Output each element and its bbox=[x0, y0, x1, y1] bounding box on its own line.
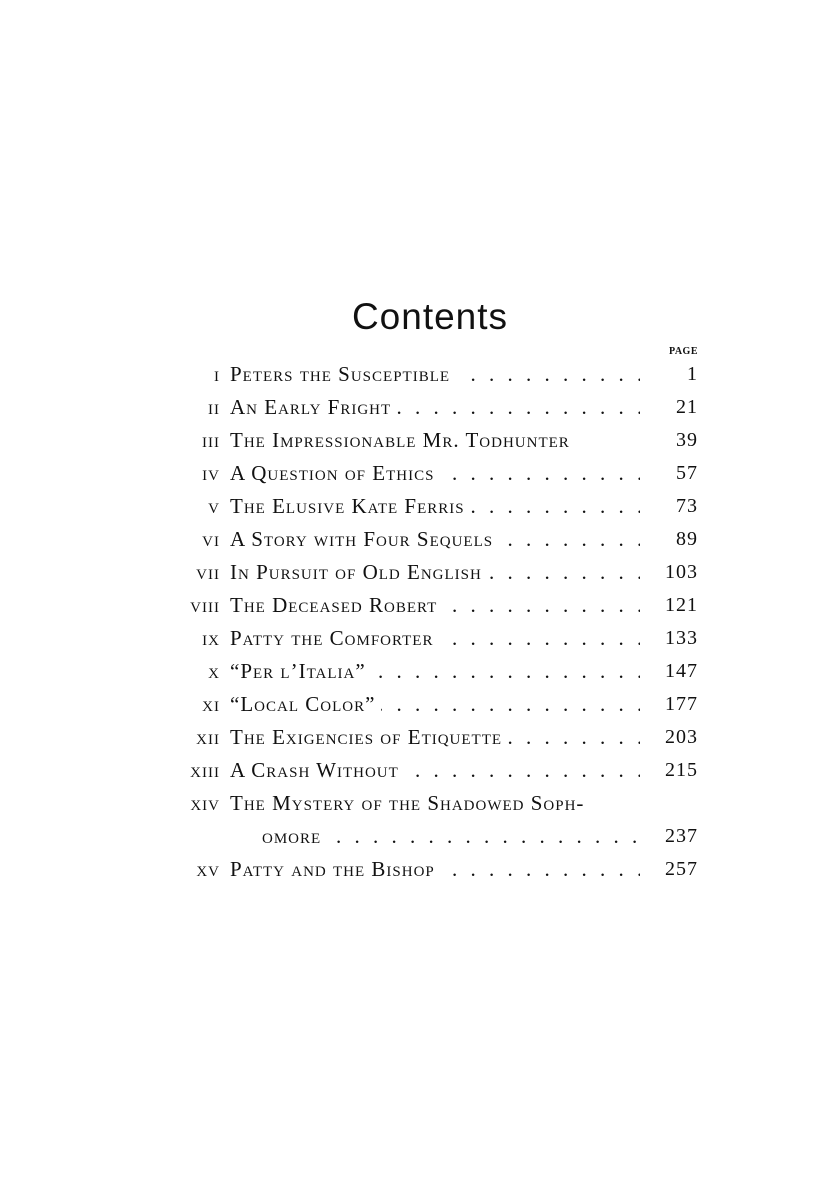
chapter-numeral: x bbox=[208, 659, 220, 683]
chapter-numeral: xiv bbox=[190, 791, 220, 815]
chapter-page: 177 bbox=[665, 693, 698, 715]
chapter-numeral: xi bbox=[202, 692, 220, 716]
chapter-title: The Impressionable Mr. Todhunter bbox=[230, 425, 640, 455]
chapter-page: 215 bbox=[665, 759, 698, 781]
chapter-numeral: xv bbox=[196, 857, 220, 881]
chapter-numeral: xiii bbox=[190, 758, 220, 782]
chapter-page: 1 bbox=[687, 363, 698, 385]
chapter-numeral: viii bbox=[190, 593, 220, 617]
chapter-page: 203 bbox=[665, 726, 698, 748]
toc-entry bbox=[0, 854, 840, 884]
toc-entry bbox=[0, 590, 840, 620]
chapter-title: “Per l’Italia” . . . bbox=[230, 656, 640, 686]
chapter-page: 257 bbox=[665, 858, 698, 880]
toc-entry bbox=[0, 755, 840, 785]
chapter-title: Patty the Comforter . . . bbox=[230, 623, 640, 653]
chapter-page: 73 bbox=[676, 495, 698, 517]
chapter-page: 121 bbox=[665, 594, 698, 616]
chapter-numeral: ii bbox=[208, 395, 220, 419]
chapter-title: The Mystery of the Shadowed Soph- bbox=[230, 788, 640, 818]
chapter-title: Patty and the Bishop . . . bbox=[230, 854, 640, 884]
chapter-numeral: vi bbox=[202, 527, 220, 551]
chapter-title: “Local Color” . . . bbox=[230, 689, 640, 719]
chapter-title: The Deceased Robert . . . bbox=[230, 590, 640, 620]
toc-entry bbox=[0, 656, 840, 686]
toc-entry bbox=[0, 689, 840, 719]
toc-entry bbox=[0, 722, 840, 752]
page-column-header: PAGE bbox=[668, 346, 698, 357]
toc-entry bbox=[0, 623, 840, 653]
chapter-title: A Story with Four Sequels . . . bbox=[230, 524, 640, 554]
chapter-numeral: v bbox=[208, 494, 220, 518]
toc-entry bbox=[0, 788, 840, 818]
toc-entry bbox=[0, 491, 840, 521]
toc-entry bbox=[0, 458, 840, 488]
toc-entry bbox=[0, 425, 840, 455]
toc-entry-continuation bbox=[0, 821, 840, 851]
chapter-page: 89 bbox=[676, 528, 698, 550]
toc-entry bbox=[0, 557, 840, 587]
chapter-page: 133 bbox=[665, 627, 698, 649]
chapter-numeral: xii bbox=[196, 725, 220, 749]
chapter-title: Peters the Susceptible . . . bbox=[230, 359, 640, 389]
chapter-numeral: vii bbox=[196, 560, 220, 584]
page-title: Contents bbox=[351, 296, 509, 337]
chapter-title: A Question of Ethics . . . bbox=[230, 458, 640, 488]
chapter-numeral: ix bbox=[202, 626, 220, 650]
chapter-title: An Early Fright . . . bbox=[230, 392, 640, 422]
chapter-title: In Pursuit of Old English . . . bbox=[230, 557, 640, 587]
chapter-title-continuation: omore . . . bbox=[262, 821, 640, 851]
chapter-page: 237 bbox=[665, 825, 698, 847]
chapter-title: The Elusive Kate Ferris . . . bbox=[230, 491, 640, 521]
chapter-page: 21 bbox=[676, 396, 698, 418]
chapter-page: 39 bbox=[676, 429, 698, 451]
chapter-numeral: iv bbox=[202, 461, 220, 485]
toc-entry bbox=[0, 359, 840, 389]
chapter-page: 57 bbox=[676, 462, 698, 484]
chapter-numeral: iii bbox=[202, 428, 220, 452]
toc-entry bbox=[0, 524, 840, 554]
chapter-title: The Exigencies of Etiquette . . . bbox=[230, 722, 640, 752]
chapter-title: A Crash Without . . . bbox=[230, 755, 640, 785]
chapter-page: 103 bbox=[665, 561, 698, 583]
chapter-numeral: i bbox=[214, 362, 220, 386]
toc-entry bbox=[0, 392, 840, 422]
chapter-page: 147 bbox=[665, 660, 698, 682]
